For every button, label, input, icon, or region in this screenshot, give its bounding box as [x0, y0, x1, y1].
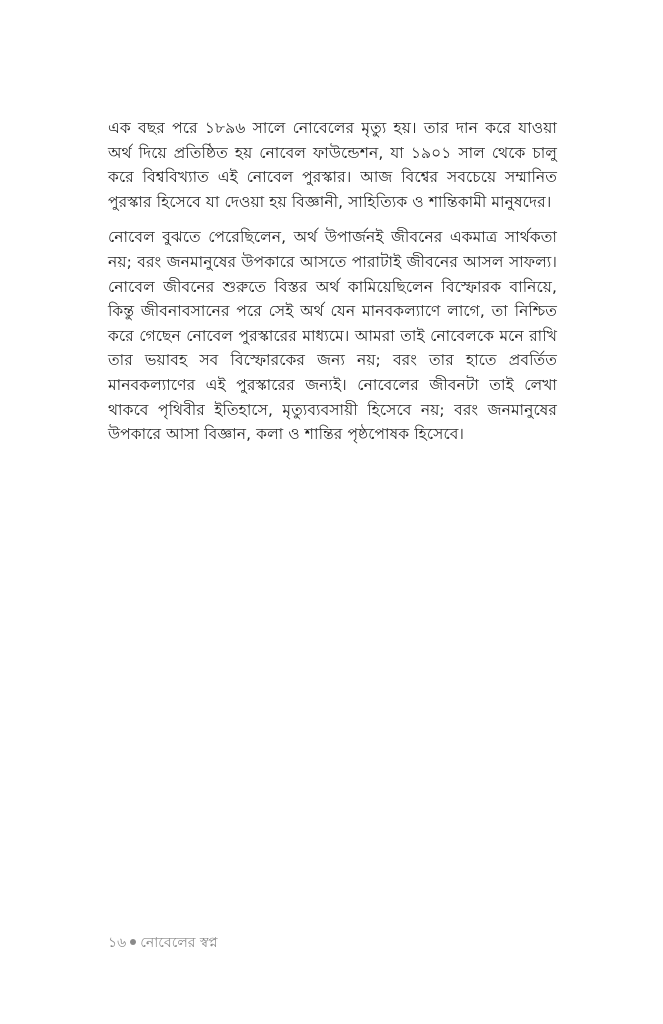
paragraph-2: নোবেল বুঝতে পেরেছিলেন, অর্থ উপার্জনই জীবনের একমাত্র সার্থকতা নয়; বরং জনমানুষের উপকারে আসতে পারাটাই জীবনের আসল সাফল্য। নোবেল জীবনের শুরুতে বিস্তর অর্থ কামিয়েছিলেন বিস্ফোরক বানিয়ে, কিন্তু জীবনাবসানের পরে সেই অর্থ যেন মানবকল্যাণে লাগে, তা নিশ্চিত করে গেছেন নোবেল পুরস্কারের মাধ্যমে। আমরা তাই নোবেলকে মনে রাখি তার ভয়াবহ সব বিস্ফোরকের জন্য নয়; বরং তার হাতে প্রবর্তিত মানবকল্যাণের এই পুরস্কারের জন্যই। নোবেলের জীবনটা তাই লেখা থাকবে পৃথিবীর ইতিহাসে, মৃত্যুব্যবসায়ী হিসেবে নয়; বরং জনমানুষের উপকারে আসা বিজ্ঞান, কলা ও শান্তির পৃষ্ঠপোষক হিসেবে। — [108, 228, 557, 444]
bullet-icon — [130, 939, 136, 945]
page-footer — [108, 933, 218, 953]
page-number: ১৬ — [108, 935, 127, 951]
paragraph-1: এক বছর পরে ১৮৯৬ সালে নোবেলের মৃত্যু হয়। তার দান করে যাওয়া অর্থ দিয়ে প্রতিষ্ঠিত হয় নোবেল ফাউন্ডেশন, যা ১৯০১ সাল থেকে চালু করে বিশ্ববিখ্যাত এই নোবেল পুরস্কার। আজ বিশ্বের সবচেয়ে সম্মানিত পুরস্কার হিসেবে যা দেওয়া হয় বিজ্ঞানী, সাহিত্যিক ও শান্তিকামী মানুষদের। — [108, 119, 557, 211]
body-text — [108, 116, 557, 447]
running-title: নোবেলের স্বপ্ন — [140, 935, 218, 951]
